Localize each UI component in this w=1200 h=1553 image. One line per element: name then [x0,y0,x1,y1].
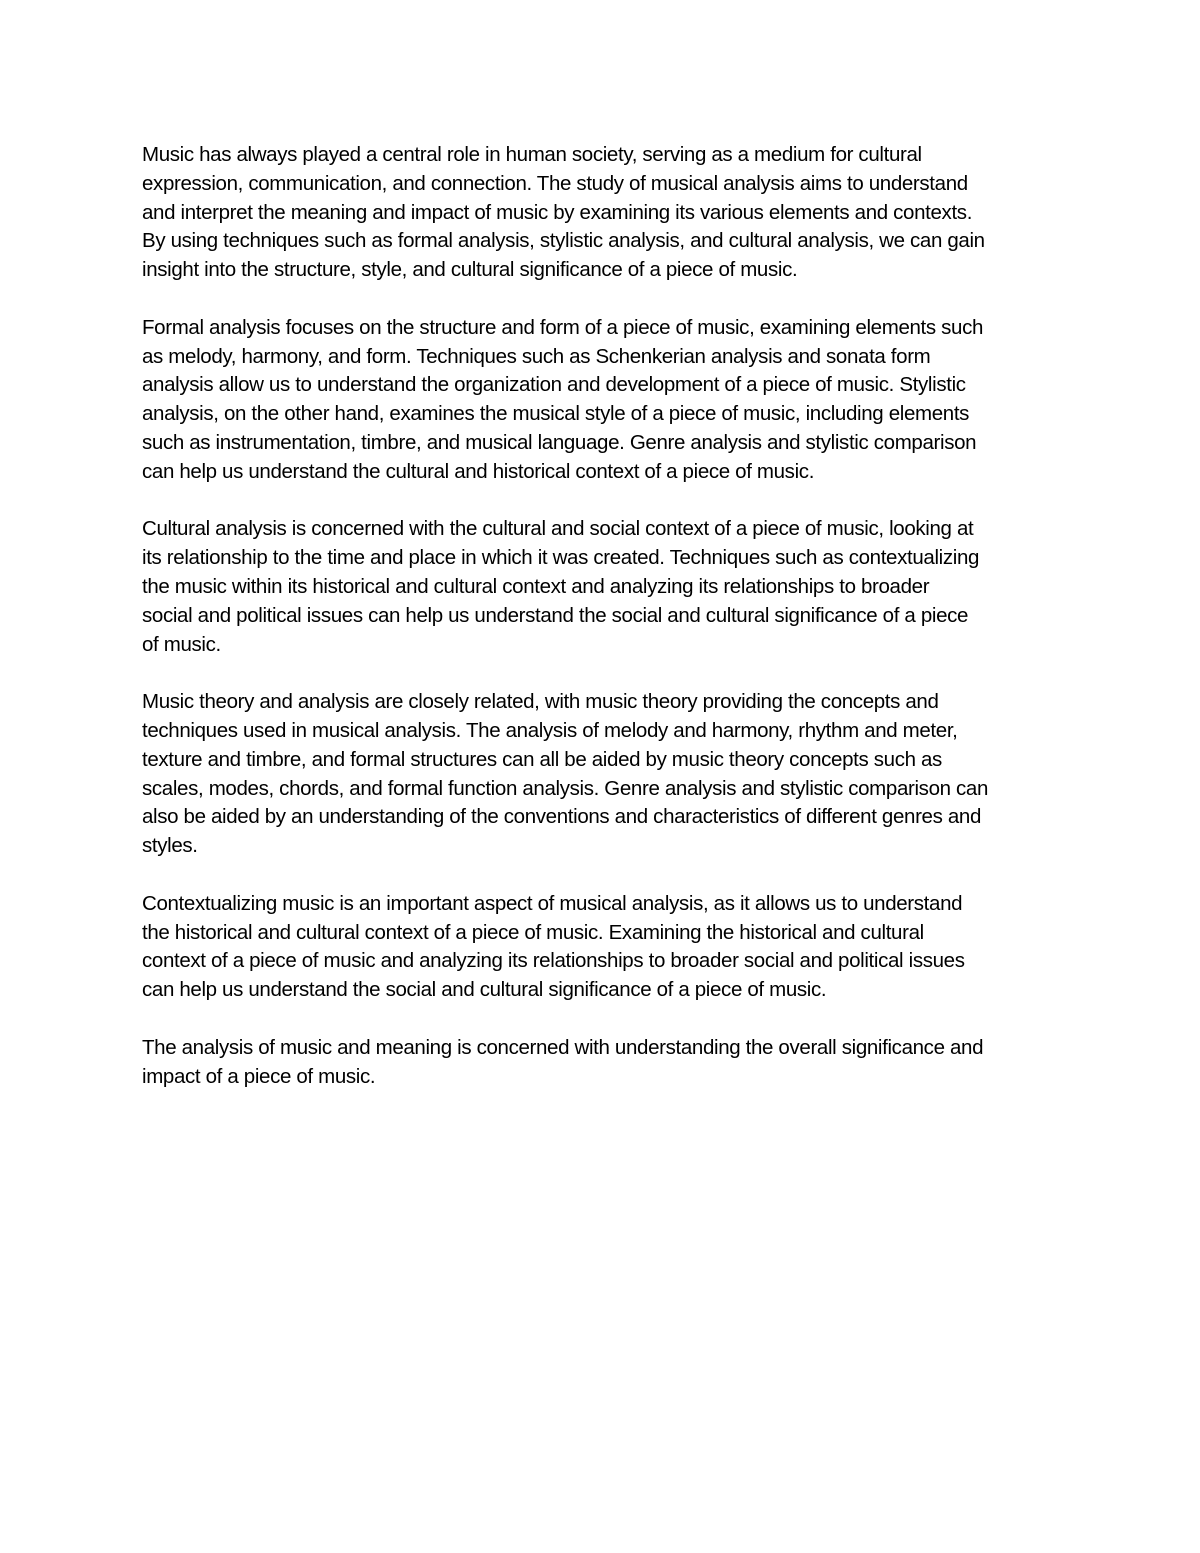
paragraph-line: as melody, harmony, and form. Techniques such as Schenkerian analysis and sonata form [142,344,931,368]
paragraph-line: styles. [142,834,198,858]
paragraph-line: The analysis of music and meaning is concerned with understanding the overall significance and [142,1035,984,1059]
paragraph-line: and interpret the meaning and impact of music by examining its various elements and contexts. [142,200,973,224]
paragraph-line: insight into the structure, style, and cultural significance of a piece of music. [142,258,798,282]
paragraph-line: the historical and cultural context of a piece of music. Examining the historical and cultural [142,920,924,944]
paragraph-line: scales, modes, chords, and formal function analysis. Genre analysis and stylistic comparison can [142,776,989,800]
document-body [142,141,1072,1120]
paragraph-line: analysis allow us to understand the organization and development of a piece of music. Stylistic [142,373,966,397]
paragraph-line: such as instrumentation, timbre, and musical language. Genre analysis and stylistic comparison [142,430,977,454]
paragraph-contextualizing [142,890,1072,1005]
paragraph-line: Contextualizing music is an important aspect of musical analysis, as it allows us to understand [142,891,963,915]
paragraph-line: techniques used in musical analysis. The analysis of melody and harmony, rhythm and meter, [142,718,958,742]
paragraph-line: analysis, on the other hand, examines the musical style of a piece of music, including elements [142,402,970,426]
paragraph-line: can help us understand the cultural and historical context of a piece of music. [142,459,815,483]
paragraph-line: texture and timbre, and formal structures can all be aided by music theory concepts such as [142,747,942,771]
paragraph-introduction [142,141,1072,285]
paragraph-line: By using techniques such as formal analysis, stylistic analysis, and cultural analysis, we can gain [142,229,985,253]
paragraph-line: Music theory and analysis are closely related, with music theory providing the concepts and [142,690,939,714]
paragraph-line: expression, communication, and connection. The study of musical analysis aims to understand [142,171,968,195]
paragraph-line: impact of a piece of music. [142,1064,376,1088]
paragraph-formal-analysis [142,314,1072,487]
paragraph-line: Music has always played a central role in human society, serving as a medium for cultural [142,143,922,166]
paragraph-line: social and political issues can help us understand the social and cultural significance of a piece [142,603,969,627]
paragraph-line: the music within its historical and cultural context and analyzing its relationships to broader [142,574,930,598]
paragraph-music-theory [142,688,1072,861]
paragraph-line: also be aided by an understanding of the conventions and characteristics of different genres and [142,805,981,829]
paragraph-line: Cultural analysis is concerned with the cultural and social context of a piece of music, looking at [142,517,974,541]
paragraph-line: context of a piece of music and analyzing its relationships to broader social and political issues [142,949,965,973]
paragraph-line: of music. [142,632,221,656]
paragraph-cultural-analysis [142,515,1072,659]
paragraph-line: can help us understand the social and cultural significance of a piece of music. [142,978,827,1002]
paragraph-line: Formal analysis focuses on the structure and form of a piece of music, examining elements such [142,315,984,339]
paragraph-music-and-meaning [142,1034,1072,1092]
paragraph-line: its relationship to the time and place in which it was created. Techniques such as contextualizing [142,546,980,570]
